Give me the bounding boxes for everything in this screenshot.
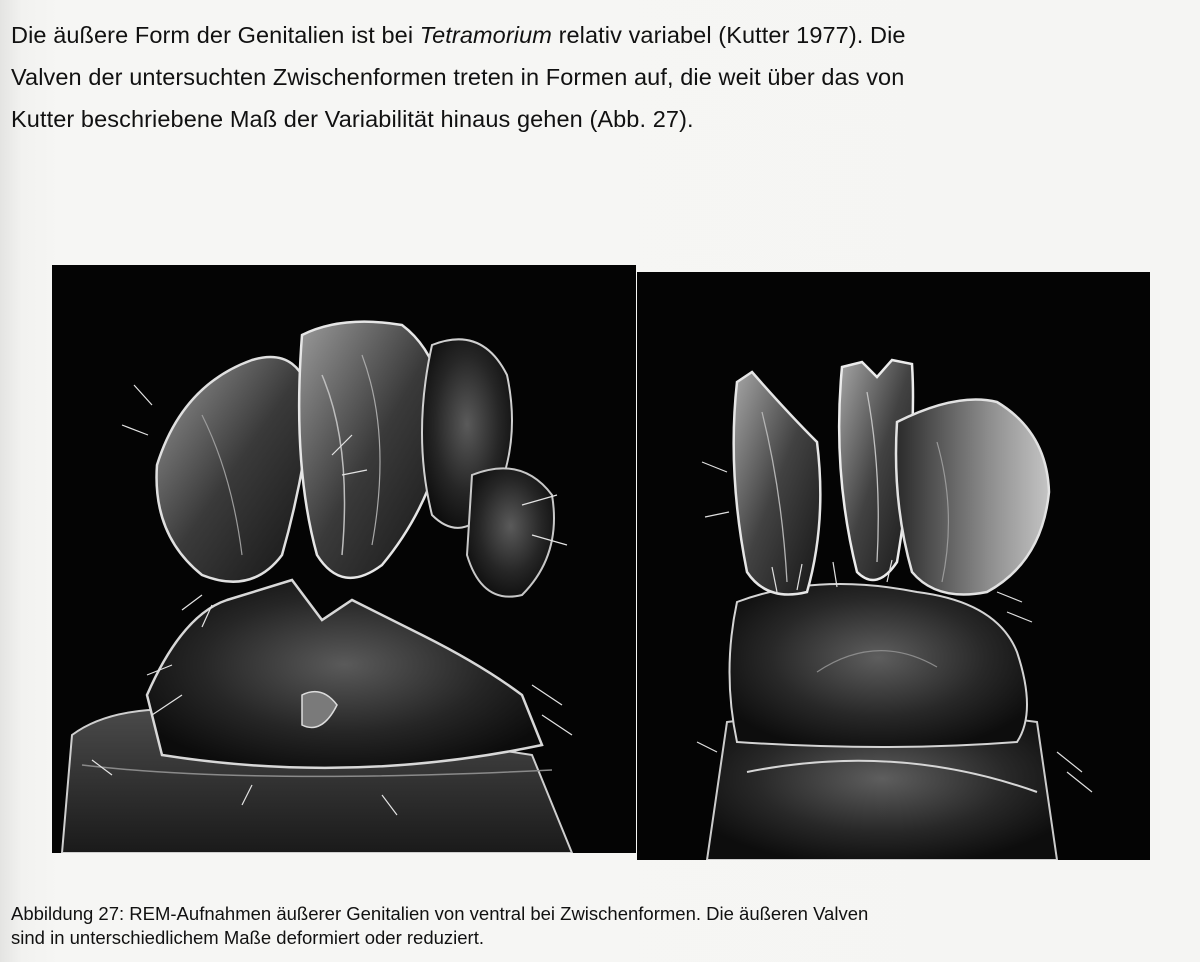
text-segment: relativ variabel (Kutter 1977). Die [551, 22, 906, 48]
body-paragraph [11, 14, 1146, 140]
text-segment: Die äußere Form der Genitalien ist bei [11, 22, 420, 48]
caption-line-1: Abbildung 27: REM-Aufnahmen äußerer Genitalien von ventral bei Zwischenformen. Die äußeren Valven [11, 903, 869, 924]
text-line-1 [11, 14, 1146, 56]
sem-image-right [637, 272, 1150, 860]
caption-line-2: sind in unterschiedlichem Maße deformiert oder reduziert. [11, 927, 484, 948]
text-line-3: Kutter beschriebene Maß der Variabilität hinaus gehen (Abb. 27). [11, 106, 694, 132]
sem-image-left [52, 265, 636, 853]
text-line-2: Valven der untersuchten Zwischenformen treten in Formen auf, die weit über das von [11, 64, 905, 90]
genus-name: Tetramorium [419, 22, 552, 48]
figure-caption [11, 902, 1141, 950]
